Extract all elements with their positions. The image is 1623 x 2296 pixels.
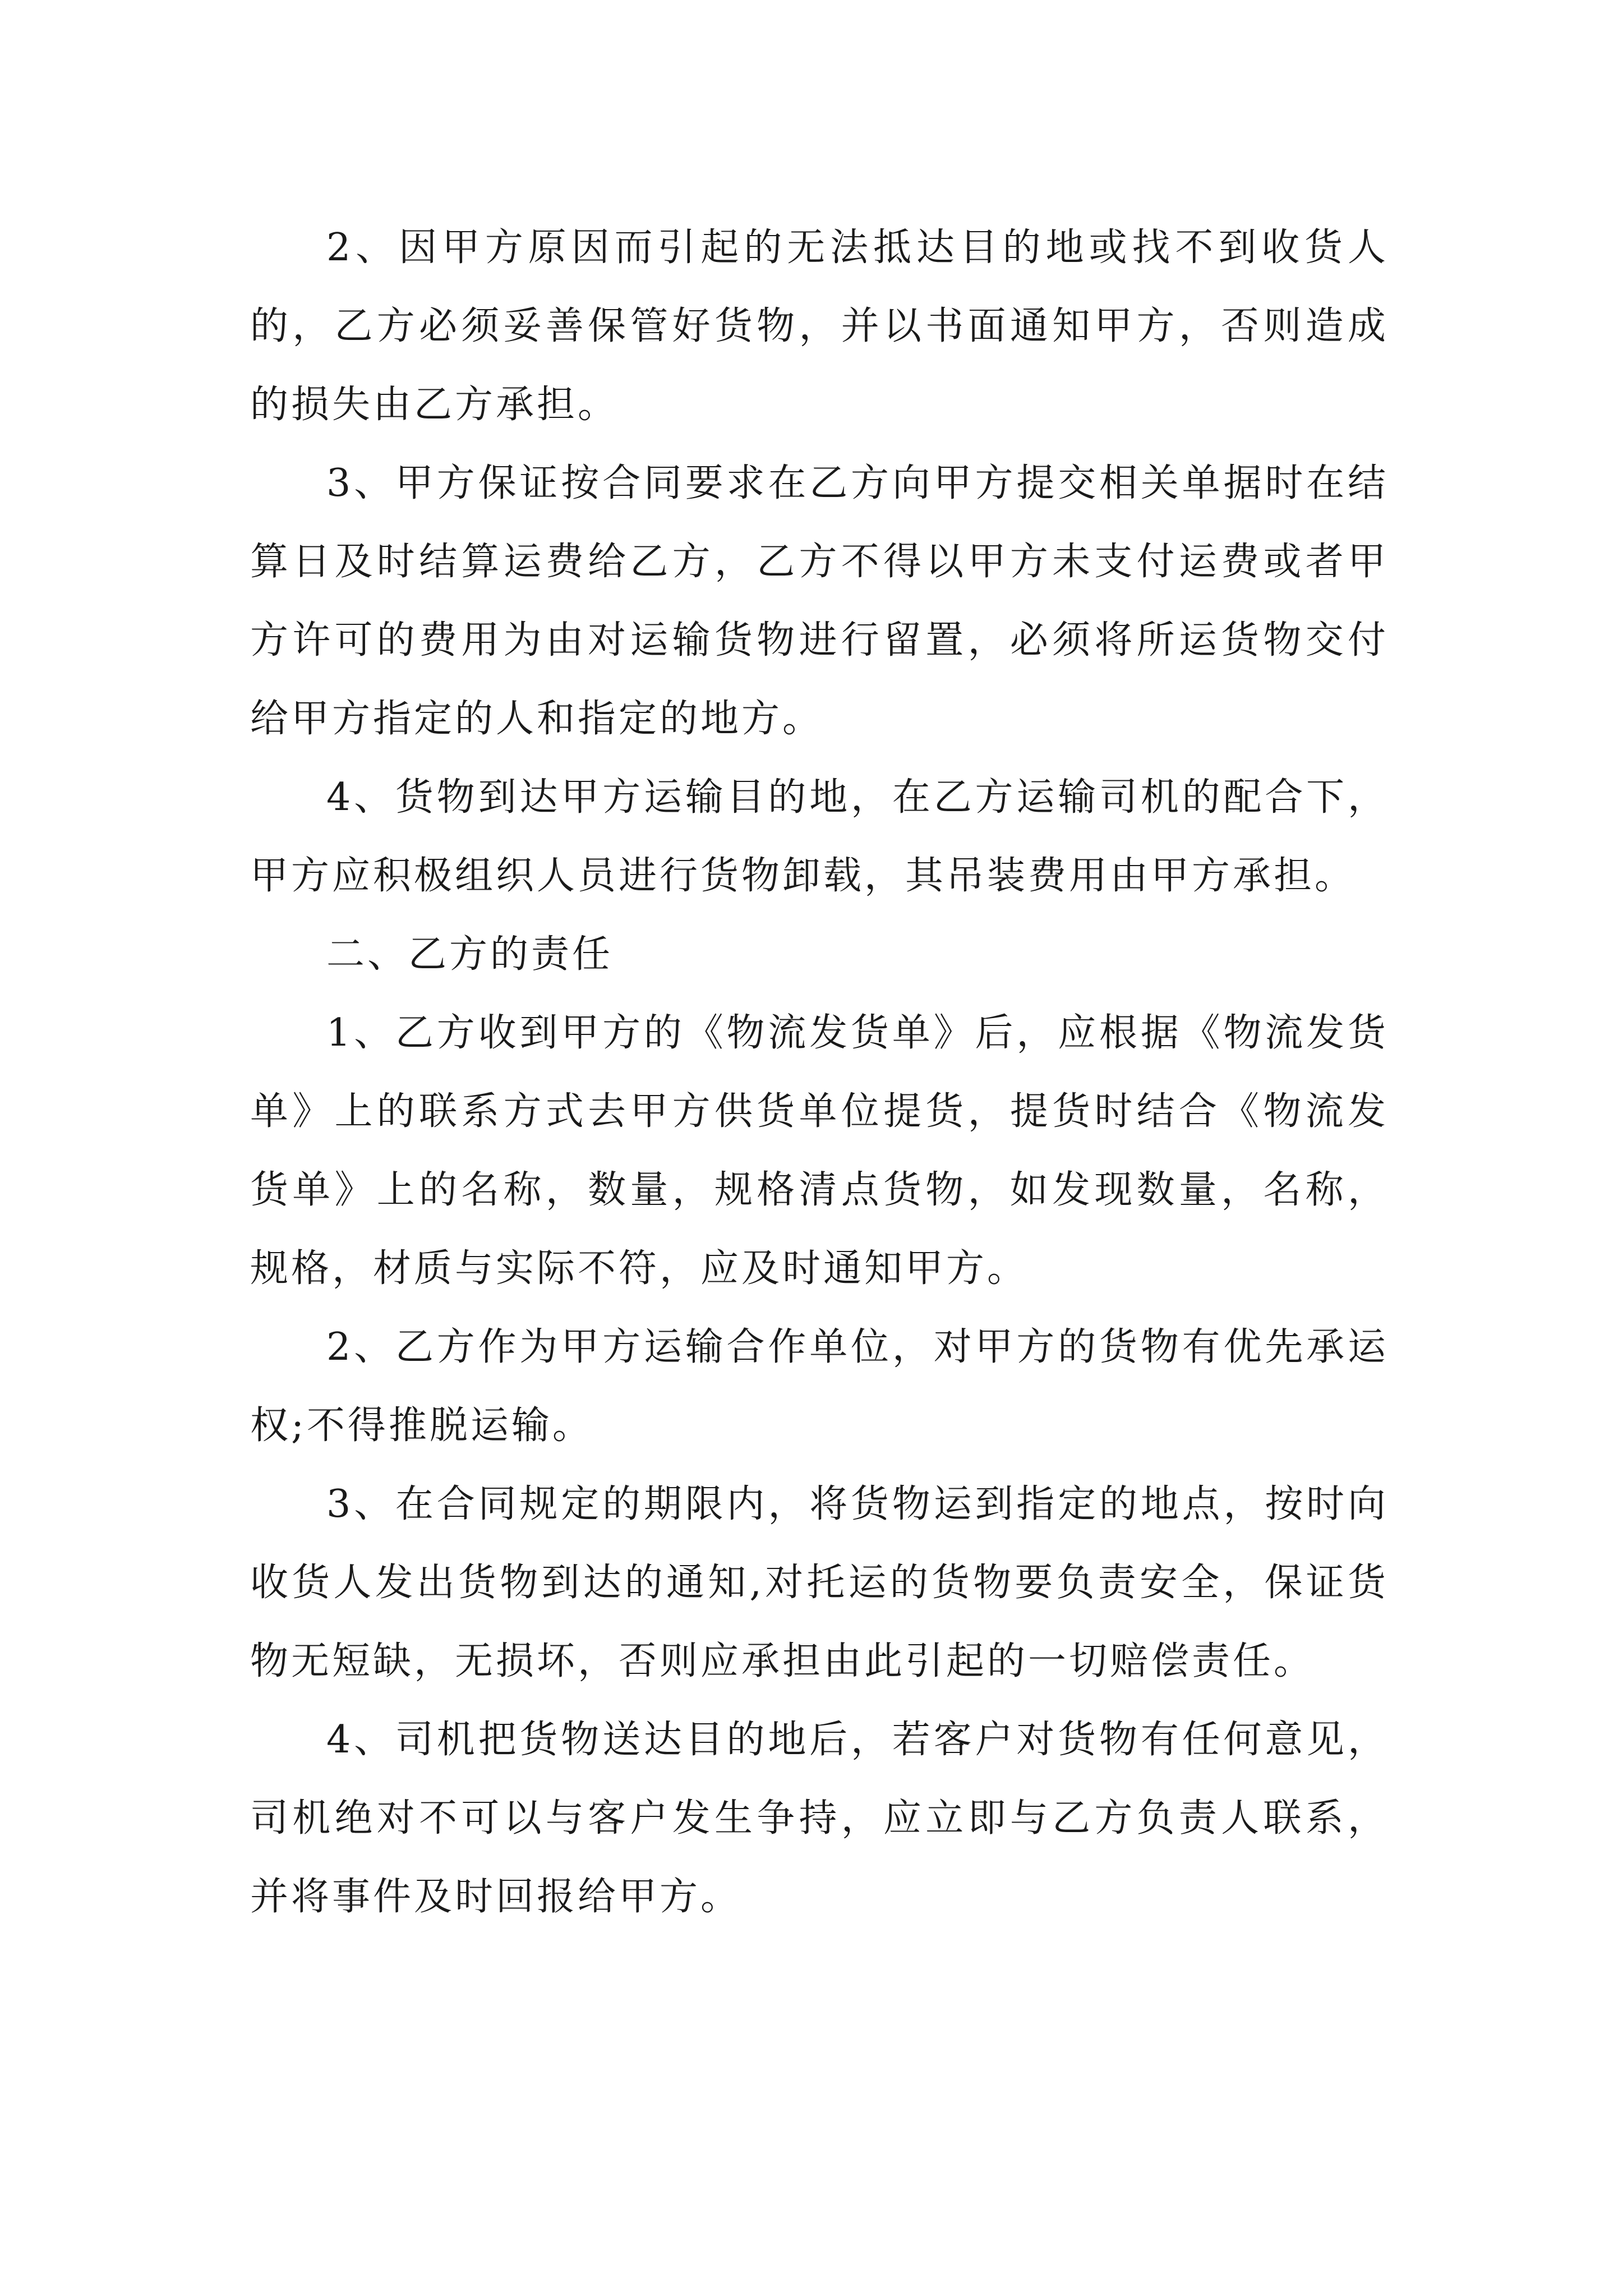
paragraph-party-b-2: 2、乙方作为甲方运输合作单位，对甲方的货物有优先承运权;不得推脱运输。 [250,1325,1389,1448]
paragraph-party-a-2: 2、因甲方原因而引起的无法抵达目的地或找不到收货人的，乙方必须妥善保管好货物，并以书面通知甲方，否则造成的损失由乙方承担。 [250,226,1389,427]
paragraph-party-b-4: 4、司机把货物送达目的地后，若客户对货物有任何意见，司机绝对不可以与客户发生争持，应立即与乙方负责人联系，并将事件及时回报给甲方。 [250,1718,1389,1919]
paragraph-party-b-1: 1、乙方收到甲方的《物流发货单》后，应根据《物流发货单》上的联系方式去甲方供货单位提货，提货时结合《物流发货单》上的名称，数量，规格清点货物，如发现数量，名称，规格，材质与实际不符，应及时通知甲方。 [250,1011,1389,1291]
document-body [250,209,1389,1936]
paragraph-party-a-4: 4、货物到达甲方运输目的地，在乙方运输司机的配合下，甲方应积极组织人员进行货物卸载，其吊装费用由甲方承担。 [250,775,1389,898]
section-heading-party-b: 二、乙方的责任 [326,932,614,977]
paragraph-party-b-3: 3、在合同规定的期限内，将货物运到指定的地点，按时向收货人发出货物到达的通知,对托运的货物要负责安全，保证货物无短缺，无损坏，否则应承担由此引起的一切赔偿责任。 [250,1482,1389,1683]
paragraph-party-a-3: 3、甲方保证按合同要求在乙方向甲方提交相关单据时在结算日及时结算运费给乙方，乙方不得以甲方未支付运费或者甲方许可的费用为由对运输货物进行留置，必须将所运货物交付给甲方指定的人和指定的地方。 [250,461,1389,741]
